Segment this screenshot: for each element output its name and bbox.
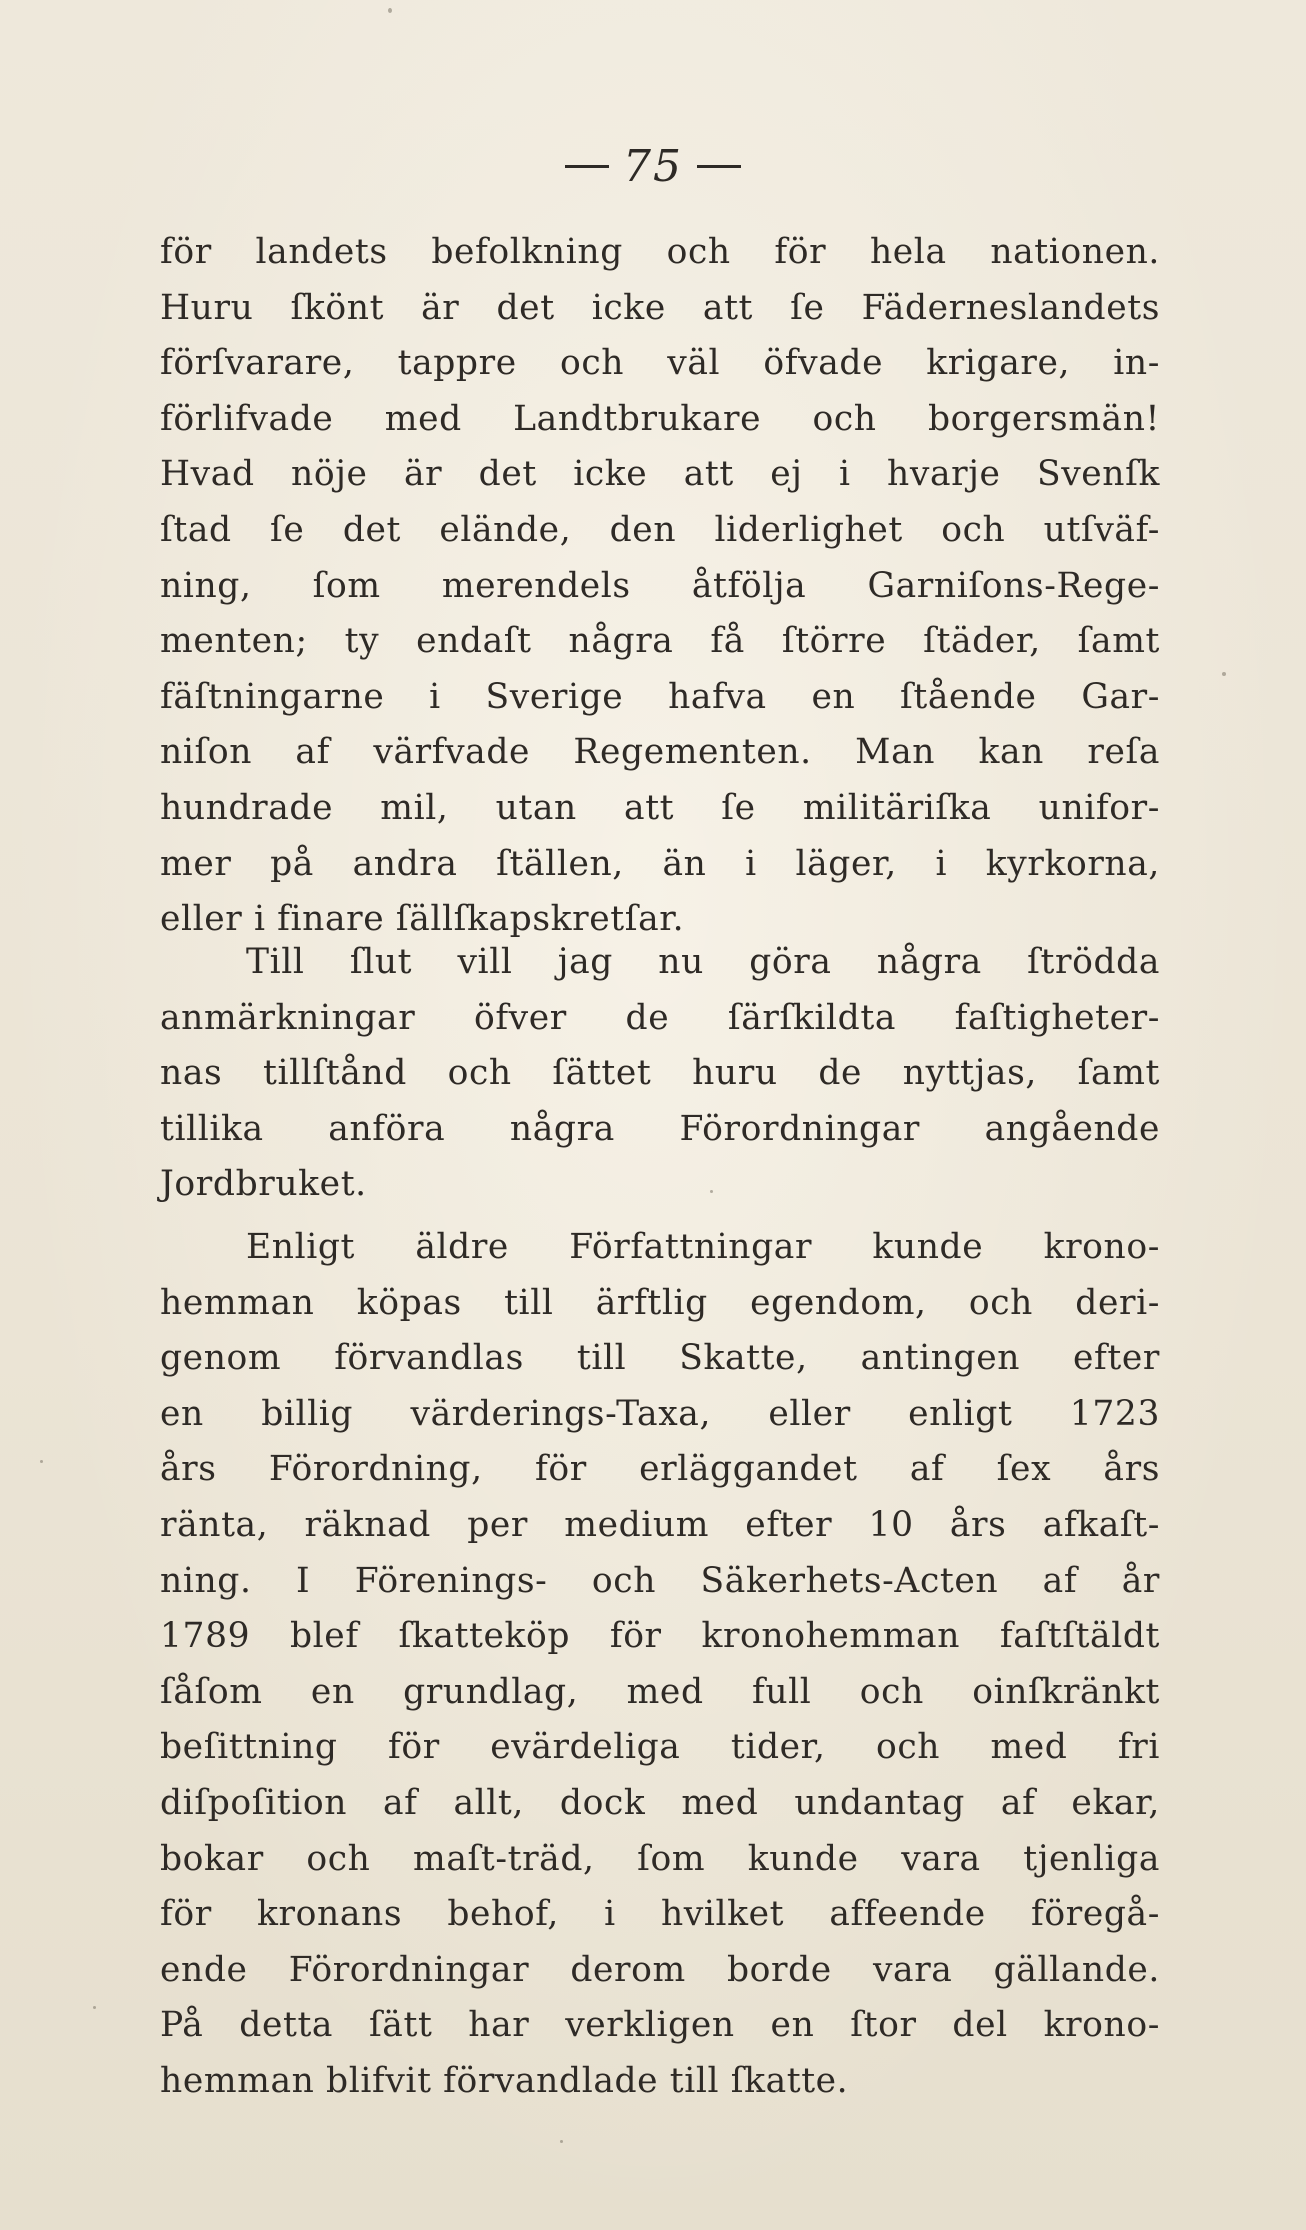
text-line: Huru ſkönt är det icke att ſe Fäderneslandets <box>160 287 1160 328</box>
text-line: förlifvade med Landtbrukare och borgersmän! <box>160 398 1160 439</box>
paper-speck <box>93 2006 96 2009</box>
page-number: 75 <box>623 141 683 192</box>
text-line: ſtad ſe det elände, den liderlighet och utſväf- <box>160 509 1160 550</box>
header-dash-right <box>697 165 741 168</box>
paper-speck <box>710 1190 713 1193</box>
text-line: en billig värderings-Taxa, eller enligt 1723 <box>160 1393 1160 1434</box>
text-line: ning, ſom merendels åtfölja Garniſons-Rege- <box>160 565 1160 606</box>
text-line: nas tillſtånd och ſättet huru de nyttjas, ſamt <box>160 1053 1160 1094</box>
text-line: fäſtningarne i Sverige hafva en ſtående Gar- <box>160 676 1160 717</box>
text-line: Hvad nöje är det icke att ej i hvarje Svenſk <box>160 454 1160 495</box>
text-line: 1789 blef ſkatteköp för kronohemman faſtſtäldt <box>160 1616 1160 1657</box>
text-line: beſittning för evärdeliga tider, och med fri <box>160 1727 1160 1768</box>
text-line: hemman blifvit förvandlade till ſkatte. <box>160 2060 849 2101</box>
text-line: anmärkningar öfver de ſärſkildta faſtigheter- <box>160 997 1160 1038</box>
text-line: för landets befolkning och för hela nationen. <box>160 232 1160 272</box>
text-line: Till ſlut vill jag nu göra några ſtrödda <box>246 942 1160 982</box>
text-line: års Förordning, för erläggandet af ſex års <box>160 1449 1160 1490</box>
text-line: tillika anföra några Förordningar angående <box>160 1108 1160 1149</box>
text-line: Enligt äldre Författningar kunde krono- <box>246 1227 1160 1267</box>
paper-speck <box>388 8 392 13</box>
paper-speck <box>40 1460 43 1463</box>
text-line: niſon af värfvade Regementen. Man kan reſa <box>160 732 1160 773</box>
text-line: ſåſom en grundlag, med full och oinſkränkt <box>160 1671 1160 1712</box>
text-line: för kronans behof, i hvilket affeende föregå- <box>160 1894 1160 1935</box>
page-header <box>0 138 1306 192</box>
text-line: ning. I Förenings- och Säkerhets-Acten af år <box>160 1560 1160 1601</box>
text-line: eller i finare ſällſkapskretſar. <box>160 899 685 940</box>
text-line: diſpoſition af allt, dock med undantag af ekar, <box>160 1782 1160 1823</box>
paper-speck <box>1222 672 1226 676</box>
header-dash-left <box>565 165 609 168</box>
text-line: genom förvandlas till Skatte, antingen efter <box>160 1338 1160 1379</box>
paragraph-2 <box>160 935 1160 1213</box>
text-line: hundrade mil, utan att ſe militäriſka unifor- <box>160 787 1160 828</box>
text-line: hemman köpas till ärftlig egendom, och deri- <box>160 1282 1160 1323</box>
text-line: ende Förordningar derom borde vara gällande. <box>160 1949 1160 1990</box>
paper-speck <box>560 2140 563 2143</box>
paragraph-1 <box>160 225 1160 948</box>
text-line: mer på andra ſtällen, än i läger, i kyrkorna, <box>160 843 1160 884</box>
text-line: menten; ty endaſt några få ſtörre ſtäder, ſamt <box>160 621 1160 662</box>
text-line: Jordbruket. <box>160 1164 367 1205</box>
text-line: ränta, räknad per medium efter 10 års afkaſt- <box>160 1504 1160 1545</box>
text-line: På detta ſätt har verkligen en ſtor del krono- <box>160 2005 1160 2046</box>
text-line: förſvarare, tappre och väl öfvade krigare, in- <box>160 343 1160 384</box>
text-line: bokar och maſt-träd, ſom kunde vara tjenliga <box>160 1838 1160 1879</box>
paragraph-3 <box>160 1220 1160 2110</box>
